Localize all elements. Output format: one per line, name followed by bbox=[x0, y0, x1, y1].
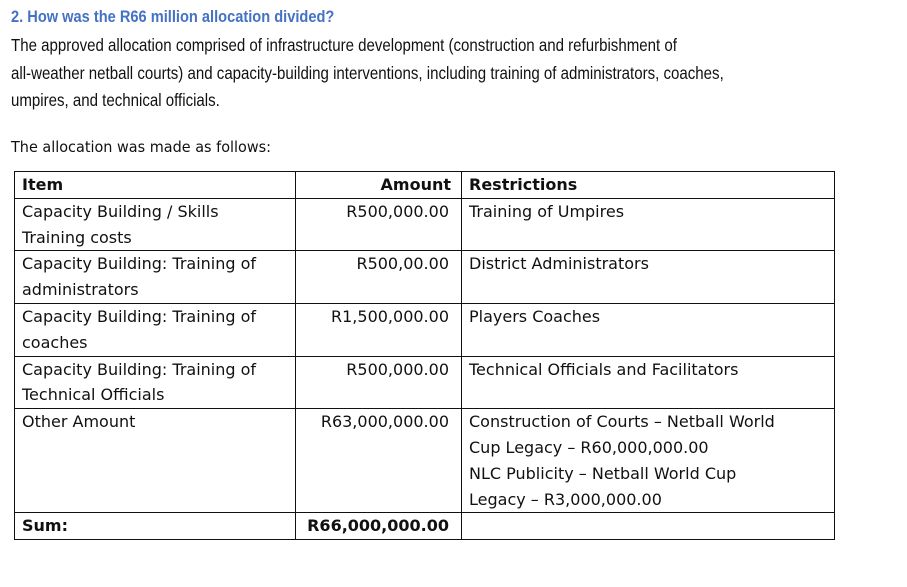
restriction-text: Training of Umpires bbox=[469, 201, 625, 221]
restrictions-cell bbox=[462, 251, 835, 304]
description-paragraph bbox=[11, 32, 833, 115]
amount-cell: R500,000.00 bbox=[296, 198, 462, 251]
section-heading: 2. How was the R66 million allocation divided? bbox=[11, 7, 335, 26]
amount-cell: R63,000,000.00 bbox=[296, 409, 462, 513]
table-row bbox=[15, 303, 835, 356]
item-cell bbox=[15, 303, 296, 356]
amount-cell: R500,000.00 bbox=[296, 356, 462, 409]
amount-cell: R500,00.00 bbox=[296, 251, 462, 304]
item-text: Capacity Building / Skills bbox=[22, 201, 219, 221]
table-header-row bbox=[15, 172, 835, 199]
restriction-text: Technical Officials and Facilitators bbox=[469, 359, 739, 379]
restriction-text: Construction of Courts – Netball World bbox=[469, 412, 775, 432]
item-text: Training costs bbox=[22, 227, 132, 247]
item-cell bbox=[15, 251, 296, 304]
item-cell bbox=[15, 409, 296, 513]
restrictions-cell bbox=[462, 409, 835, 513]
column-header-restrictions: Restrictions bbox=[462, 172, 835, 199]
table-row bbox=[15, 198, 835, 251]
paragraph-line: The approved allocation comprised of infrastructure development (construction and refurbishment of bbox=[11, 35, 677, 55]
table-row bbox=[15, 251, 835, 304]
sum-amount: R66,000,000.00 bbox=[296, 513, 462, 540]
restrictions-cell bbox=[462, 198, 835, 251]
sum-restrictions-cell bbox=[462, 513, 835, 540]
item-text: Technical Officials bbox=[22, 385, 165, 405]
sum-label: Sum: bbox=[15, 513, 296, 540]
sum-row bbox=[15, 513, 835, 540]
restriction-text: Cup Legacy – R60,000,000.00 bbox=[469, 437, 709, 457]
amount-cell: R1,500,000.00 bbox=[296, 303, 462, 356]
item-text: administrators bbox=[22, 280, 139, 300]
table-row bbox=[15, 409, 835, 513]
item-cell bbox=[15, 356, 296, 409]
table-row bbox=[15, 356, 835, 409]
item-text: Capacity Building: Training of bbox=[22, 306, 257, 326]
restriction-text: District Administrators bbox=[469, 254, 649, 274]
allocation-table bbox=[14, 171, 835, 540]
item-cell bbox=[15, 198, 296, 251]
allocation-intro: The allocation was made as follows: bbox=[11, 138, 272, 156]
restrictions-cell bbox=[462, 356, 835, 409]
item-text: Other Amount bbox=[22, 412, 136, 432]
column-header-amount: Amount bbox=[296, 172, 462, 199]
paragraph-line: umpires, and technical officials. bbox=[11, 90, 220, 110]
column-header-item: Item bbox=[15, 172, 296, 199]
item-text: Capacity Building: Training of bbox=[22, 254, 257, 274]
item-text: Capacity Building: Training of bbox=[22, 359, 257, 379]
restriction-text: Legacy – R3,000,000.00 bbox=[469, 489, 662, 509]
item-text: coaches bbox=[22, 332, 88, 352]
restrictions-cell bbox=[462, 303, 835, 356]
paragraph-line: all-weather netball courts) and capacity-building interventions, including training of administrators, coaches, bbox=[11, 62, 724, 83]
restriction-text: NLC Publicity – Netball World Cup bbox=[469, 463, 737, 483]
restriction-text: Players Coaches bbox=[469, 306, 601, 326]
